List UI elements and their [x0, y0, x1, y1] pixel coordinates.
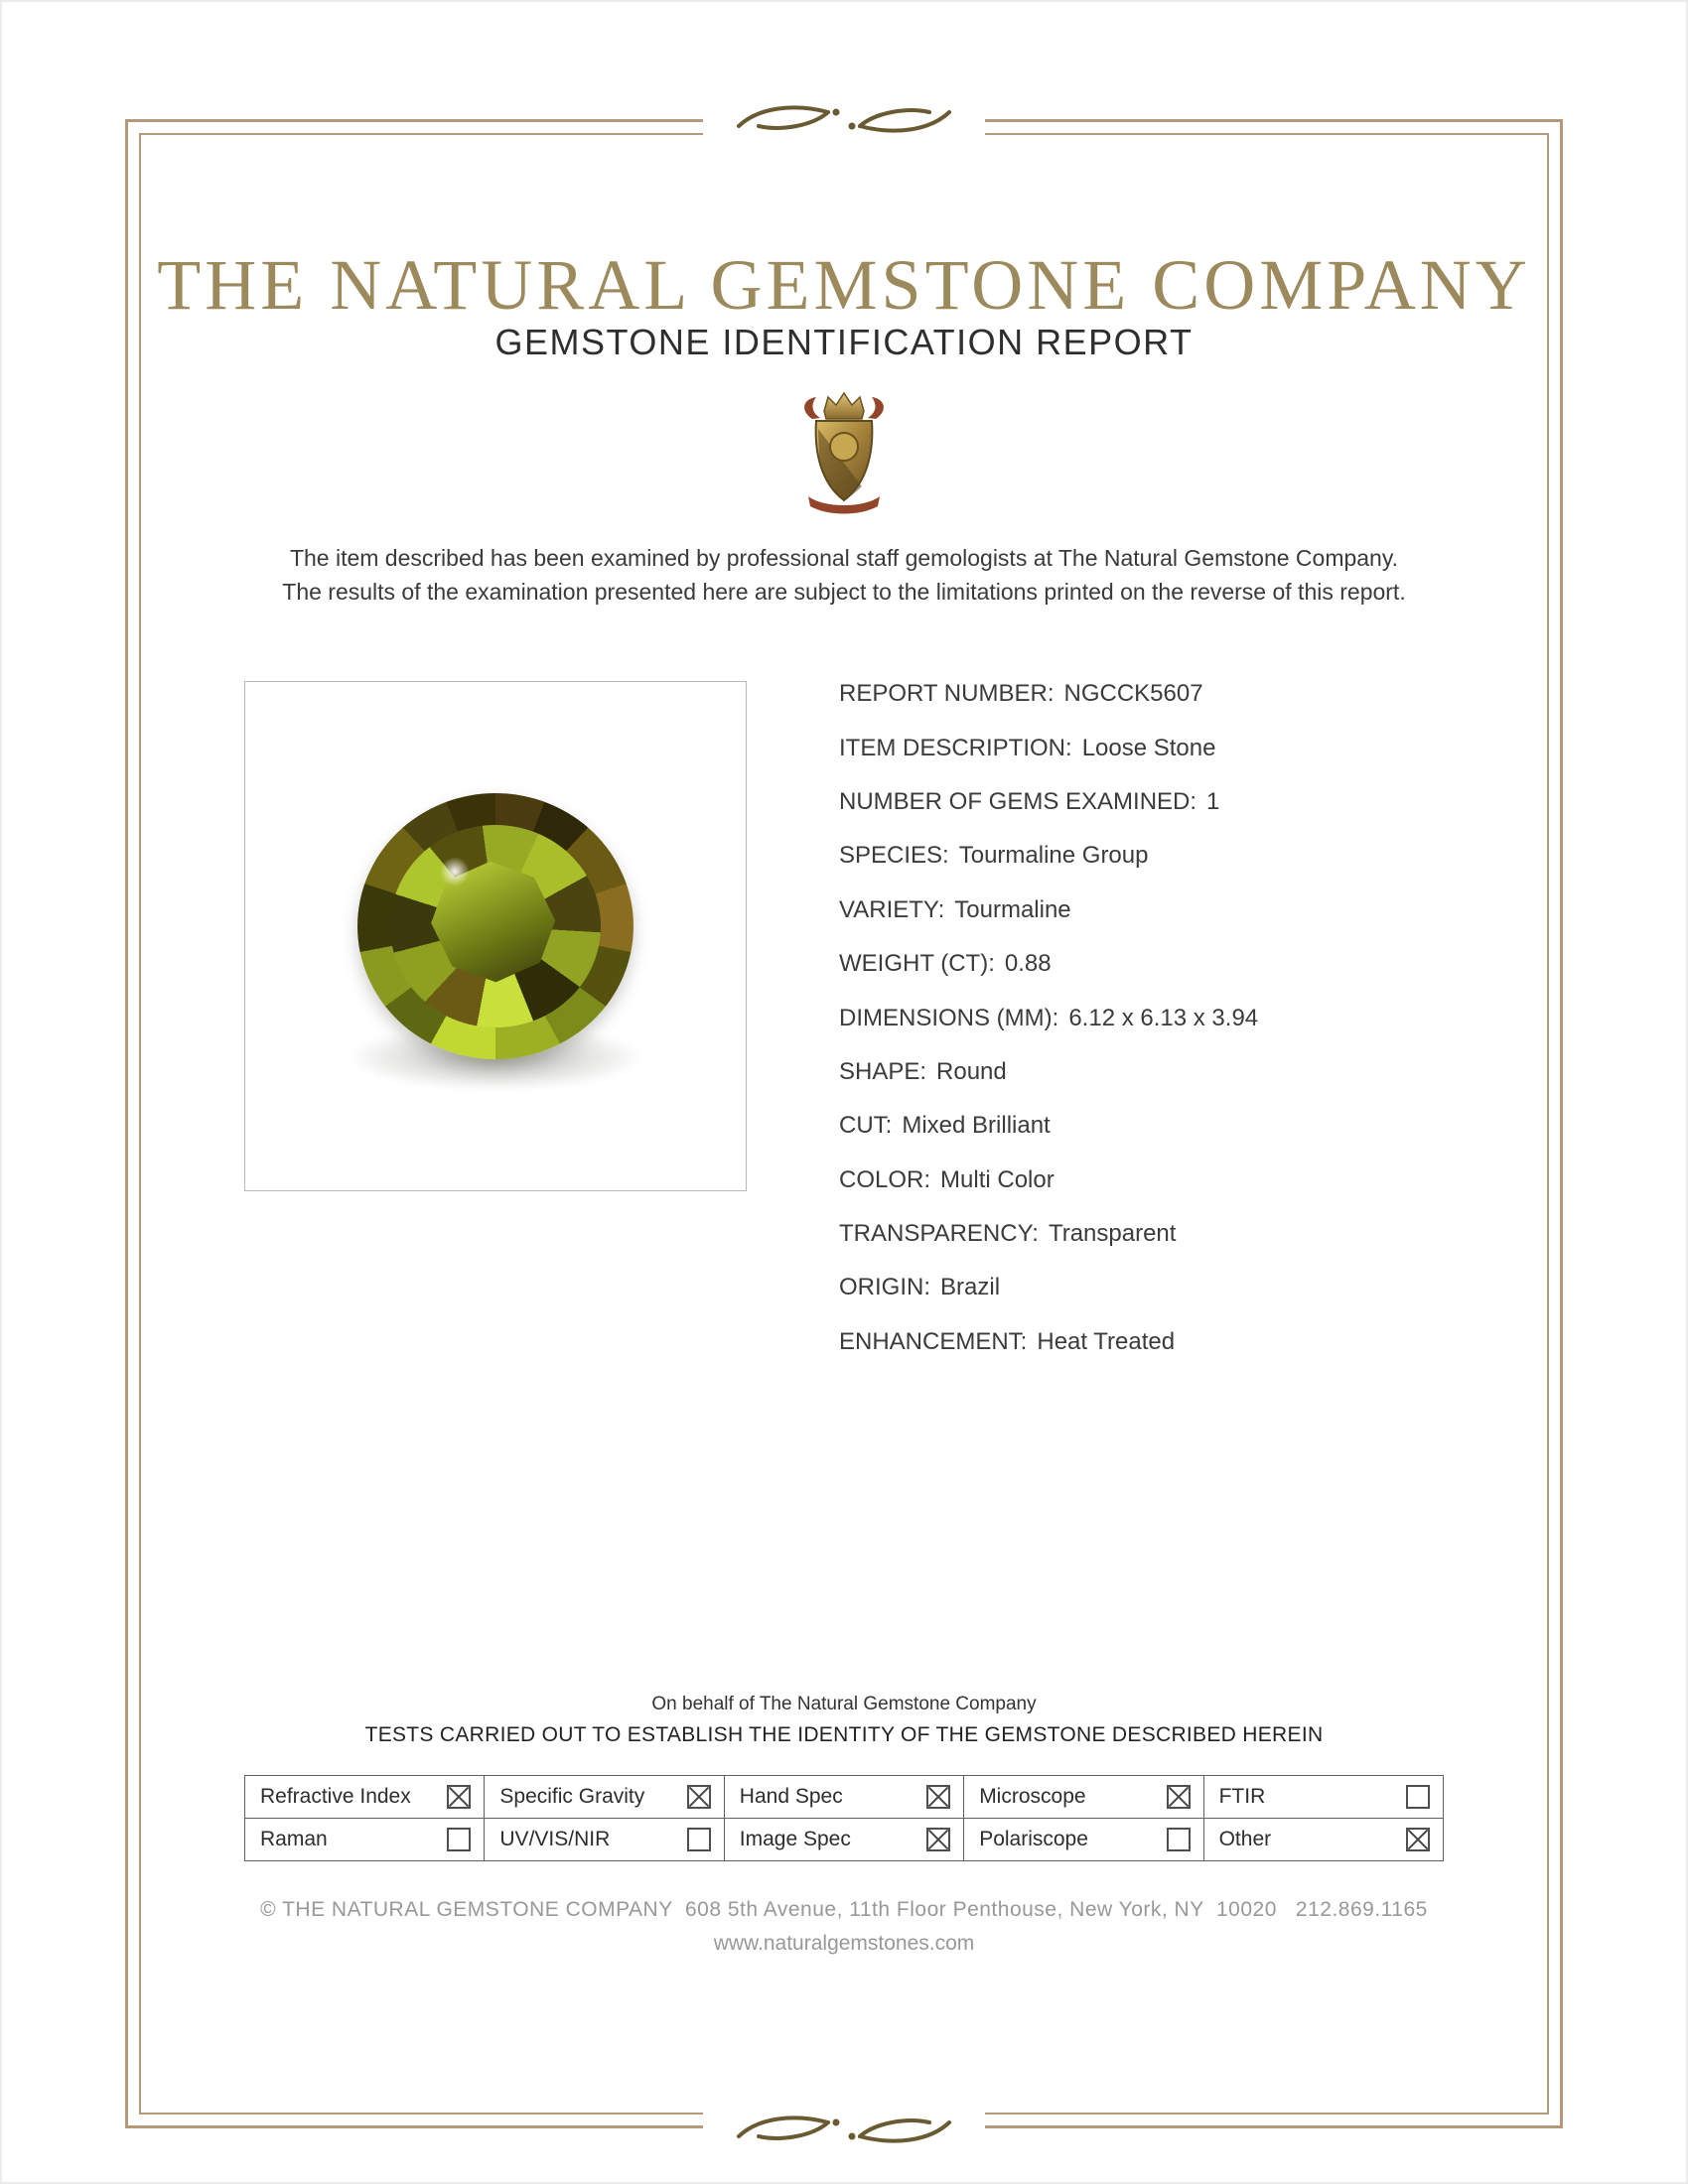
- test-checkbox: [1167, 1785, 1191, 1809]
- test-cell: [964, 1819, 1203, 1861]
- report-details: [839, 667, 1258, 1369]
- field-value: Heat Treated: [1037, 1327, 1176, 1355]
- report-field-row: [839, 667, 1258, 721]
- test-cell: [485, 1776, 724, 1819]
- test-checkbox: [687, 1828, 711, 1851]
- test-cell: [1204, 1819, 1444, 1861]
- test-label: UV/VIS/NIR: [499, 1828, 611, 1850]
- field-value: 1: [1206, 787, 1220, 815]
- field-label: SPECIES:: [839, 842, 949, 870]
- field-value: Round: [936, 1057, 1007, 1085]
- company-title: THE NATURAL GEMSTONE COMPANY: [157, 245, 1531, 325]
- test-checkbox: [1406, 1828, 1430, 1851]
- field-value: Brazil: [940, 1274, 1001, 1301]
- test-cell: [245, 1819, 485, 1861]
- field-label: ORIGIN:: [839, 1274, 931, 1301]
- field-label: REPORT NUMBER:: [839, 680, 1055, 708]
- field-label: TRANSPARENCY:: [839, 1220, 1039, 1248]
- report-field-row: [839, 721, 1258, 774]
- report-field-row: [839, 1099, 1258, 1153]
- gemstone-image: [357, 793, 633, 1059]
- test-cell: [964, 1776, 1203, 1819]
- test-checkbox: [926, 1828, 950, 1851]
- report-field-row: [839, 1045, 1258, 1099]
- tests-heading: TESTS CARRIED OUT TO ESTABLISH THE IDENTITY OF THE GEMSTONE DESCRIBED HEREIN: [364, 1723, 1324, 1746]
- test-label: Hand Spec: [739, 1785, 843, 1808]
- disclaimer-line-2: The results of the examination presented here are subject to the limitations printed on the reverse of this report.: [282, 579, 1406, 605]
- report-field-row: [839, 1154, 1258, 1207]
- report-field-row: [839, 884, 1258, 937]
- field-value: Mixed Brilliant: [902, 1112, 1051, 1140]
- field-value: Multi Color: [940, 1165, 1055, 1193]
- test-checkbox: [926, 1785, 950, 1809]
- field-value: 0.88: [1004, 950, 1052, 978]
- field-value: NGCCK5607: [1063, 680, 1203, 708]
- field-label: SHAPE:: [839, 1057, 927, 1085]
- company-crest-logo: [796, 389, 892, 514]
- field-label: WEIGHT (CT):: [839, 950, 995, 978]
- test-checkbox: [687, 1785, 711, 1809]
- report-field-row: [839, 937, 1258, 991]
- test-cell: [485, 1819, 724, 1861]
- test-label: Specific Gravity: [499, 1785, 645, 1808]
- test-cell: [725, 1819, 964, 1861]
- field-label: ITEM DESCRIPTION:: [839, 734, 1072, 761]
- test-label: Polariscope: [979, 1828, 1088, 1850]
- field-value: Transparent: [1048, 1220, 1177, 1248]
- report-field-row: [839, 1261, 1258, 1314]
- test-label: FTIR: [1218, 1785, 1266, 1808]
- bottom-flourish-ornament: [703, 2110, 985, 2149]
- test-label: Raman: [260, 1828, 328, 1850]
- field-label: VARIETY:: [839, 895, 945, 923]
- field-label: NUMBER OF GEMS EXAMINED:: [839, 787, 1197, 815]
- footer-website: www.naturalgemstones.com: [713, 1932, 975, 1955]
- flourish-icon: [725, 99, 963, 139]
- test-cell: [725, 1776, 964, 1819]
- test-checkbox: [447, 1785, 471, 1809]
- field-value: 6.12 x 6.13 x 3.94: [1068, 1004, 1259, 1031]
- test-label: Refractive Index: [260, 1785, 411, 1808]
- field-label: CUT:: [839, 1112, 893, 1140]
- test-label: Microscope: [979, 1785, 1086, 1808]
- tests-table: [244, 1775, 1444, 1861]
- examination-disclaimer: [0, 541, 1688, 609]
- test-checkbox: [1167, 1828, 1191, 1851]
- field-value: Loose Stone: [1081, 734, 1216, 761]
- flourish-icon: [725, 2110, 963, 2149]
- gemstone-photo-frame: [244, 681, 747, 1191]
- report-field-row: [839, 1207, 1258, 1261]
- field-label: ENHANCEMENT:: [839, 1327, 1028, 1355]
- on-behalf-note: On behalf of The Natural Gemstone Company: [651, 1694, 1037, 1714]
- report-field-row: [839, 991, 1258, 1044]
- field-label: DIMENSIONS (MM):: [839, 1004, 1059, 1031]
- crest-icon: [796, 389, 892, 514]
- disclaimer-line-1: The item described has been examined by professional staff gemologists at The Natural Gemstone Company.: [289, 545, 1399, 571]
- report-title: GEMSTONE IDENTIFICATION REPORT: [494, 322, 1194, 362]
- test-label: Image Spec: [739, 1828, 851, 1850]
- report-field-row: [839, 1315, 1258, 1369]
- test-cell: [1204, 1776, 1444, 1819]
- report-field-row: [839, 829, 1258, 883]
- test-cell: [245, 1776, 485, 1819]
- field-label: COLOR:: [839, 1165, 931, 1193]
- test-label: Other: [1218, 1828, 1272, 1850]
- footer-address: © THE NATURAL GEMSTONE COMPANY 608 5th Avenue, 11th Floor Penthouse, New York, NY 10020 212.869.1165: [260, 1898, 1428, 1921]
- report-field-row: [839, 775, 1258, 829]
- test-checkbox: [447, 1828, 471, 1851]
- top-flourish-ornament: [703, 99, 985, 139]
- test-checkbox: [1406, 1785, 1430, 1809]
- field-value: Tourmaline Group: [958, 842, 1149, 870]
- field-value: Tourmaline: [954, 895, 1071, 923]
